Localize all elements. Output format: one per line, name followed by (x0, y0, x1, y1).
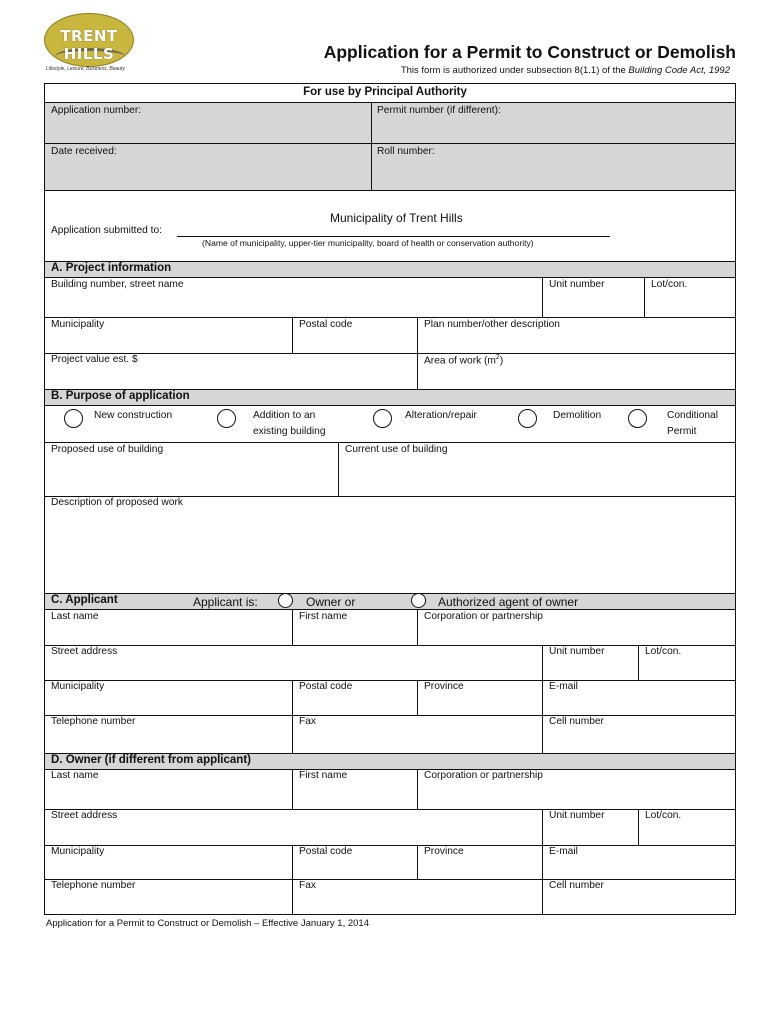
current-use-field[interactable]: Current use of building (345, 444, 448, 455)
section-d-heading: D. Owner (if different from applicant) (51, 754, 251, 766)
applicant-telephone-field[interactable]: Telephone number (51, 716, 136, 727)
agent-radio[interactable] (411, 593, 426, 608)
rule (44, 879, 736, 880)
applicant-email-field[interactable]: E-mail (549, 681, 578, 692)
divider (292, 845, 293, 914)
addition-label-line1: Addition to an (253, 410, 316, 421)
applicant-corporation-field[interactable]: Corporation or partnership (424, 611, 543, 622)
permit-number-field[interactable]: Permit number (if different): (377, 105, 501, 116)
divider (542, 809, 543, 845)
section-c-heading: C. Applicant (51, 594, 118, 606)
divider (371, 102, 372, 190)
divider (638, 645, 639, 680)
rule (44, 809, 736, 810)
rule (44, 143, 736, 144)
applicant-fax-field[interactable]: Fax (299, 716, 316, 727)
area-close: ) (499, 355, 504, 367)
rule (44, 83, 736, 84)
conditional-label-line2: Permit (667, 426, 697, 437)
owner-street-field[interactable]: Street address (51, 810, 118, 821)
demolition-radio[interactable] (518, 409, 537, 428)
divider (644, 277, 645, 317)
application-number-field[interactable]: Application number: (51, 105, 142, 116)
conditional-label-line1: Conditional (667, 410, 718, 421)
roll-number-field[interactable]: Roll number: (377, 146, 435, 157)
divider (638, 809, 639, 845)
divider (417, 317, 418, 389)
area-of-work-label: Area of work (m (424, 355, 496, 367)
applicant-postal-field[interactable]: Postal code (299, 681, 353, 692)
rule (44, 593, 736, 594)
owner-telephone-field[interactable]: Telephone number (51, 880, 136, 891)
postal-code-field[interactable]: Postal code (299, 319, 353, 330)
footer-text: Application for a Permit to Construct or Demolish – Effective January 1, 2014 (46, 918, 369, 929)
owner-postal-field[interactable]: Postal code (299, 846, 353, 857)
divider (417, 680, 418, 715)
rule (44, 277, 736, 278)
subtitle-prefix: This form is authorized under subsection 8(1.1) of the (400, 65, 626, 76)
new-construction-label: New construction (94, 410, 173, 421)
applicant-cell-field[interactable]: Cell number (549, 716, 604, 727)
border-right (735, 83, 736, 915)
addition-label-line2: existing building (253, 426, 326, 437)
logo-text: TRENT HILLS (60, 27, 118, 63)
submitted-to-label: Application submitted to: (51, 225, 162, 236)
authority-heading: For use by Principal Authority (303, 86, 467, 98)
owner-or-label: Owner or (306, 595, 356, 609)
applicant-street-field[interactable]: Street address (51, 646, 118, 657)
rule (44, 102, 736, 103)
divider (338, 442, 339, 496)
rule (44, 680, 736, 681)
submitted-to-underline (177, 236, 610, 237)
unit-number-field[interactable]: Unit number (549, 279, 605, 290)
logo-emblem (44, 13, 134, 67)
demolition-label: Demolition (553, 410, 602, 421)
divider (292, 609, 293, 645)
divider (292, 769, 293, 809)
divider (417, 845, 418, 879)
page-subtitle (401, 65, 730, 76)
owner-province-field[interactable]: Province (424, 846, 464, 857)
divider (542, 277, 543, 317)
divider (417, 609, 418, 645)
owner-lot-con-field[interactable]: Lot/con. (645, 810, 682, 821)
rule (44, 405, 736, 406)
rule (44, 845, 736, 846)
alteration-radio[interactable] (373, 409, 392, 428)
plan-number-field[interactable]: Plan number/other description (424, 319, 560, 330)
divider (292, 680, 293, 753)
subtitle-act: Building Code Act, 1992 (628, 65, 730, 76)
page-title: Application for a Permit to Construct or Demolish (323, 42, 736, 62)
owner-municipality-field[interactable]: Municipality (51, 846, 105, 857)
rule (44, 190, 736, 191)
divider (292, 317, 293, 353)
alteration-label: Alteration/repair (405, 410, 477, 421)
logo-tagline: Lifestyle, Leisure, Business, Beauty (46, 66, 125, 72)
building-street-field[interactable]: Building number, street name (51, 279, 184, 290)
divider (542, 845, 543, 914)
section-a-heading: A. Project information (51, 262, 172, 274)
divider (542, 645, 543, 680)
rule (44, 442, 736, 443)
description-field[interactable]: Description of proposed work (51, 497, 183, 508)
applicant-lot-con-field[interactable]: Lot/con. (645, 646, 682, 657)
date-received-field[interactable]: Date received: (51, 146, 117, 157)
divider (542, 680, 543, 753)
owner-fax-field[interactable]: Fax (299, 880, 316, 891)
applicant-is-label: Applicant is: (193, 595, 258, 609)
area-of-work-field[interactable] (424, 354, 503, 366)
addition-radio[interactable] (217, 409, 236, 428)
rule (44, 353, 736, 354)
proposed-use-field[interactable]: Proposed use of building (51, 444, 164, 455)
lot-con-field[interactable]: Lot/con. (651, 279, 688, 290)
owner-radio[interactable] (278, 593, 293, 608)
rule (44, 609, 736, 610)
owner-last-name-field[interactable]: Last name (51, 770, 99, 781)
project-value-field[interactable]: Project value est. $ (51, 354, 138, 365)
owner-cell-field[interactable]: Cell number (549, 880, 604, 891)
conditional-permit-radio[interactable] (628, 409, 647, 428)
rule (44, 769, 736, 770)
agent-label: Authorized agent of owner (438, 595, 579, 609)
section-c-shade (44, 593, 735, 609)
divider (417, 769, 418, 809)
applicant-unit-field[interactable]: Unit number (549, 646, 605, 657)
applicant-first-name-field[interactable]: First name (299, 611, 348, 622)
rule (44, 317, 736, 318)
applicant-municipality-field[interactable]: Municipality (51, 681, 105, 692)
owner-unit-field[interactable]: Unit number (549, 810, 605, 821)
owner-corporation-field[interactable]: Corporation or partnership (424, 770, 543, 781)
municipality-field[interactable]: Municipality (51, 319, 105, 330)
submitted-to-note: (Name of municipality, upper-tier municipality, board of health or conservation authority) (202, 238, 534, 248)
applicant-last-name-field[interactable]: Last name (51, 611, 99, 622)
section-b-heading: B. Purpose of application (51, 390, 190, 402)
owner-email-field[interactable]: E-mail (549, 846, 578, 857)
border-left (44, 83, 45, 915)
owner-first-name-field[interactable]: First name (299, 770, 348, 781)
submitted-to-value[interactable]: Municipality of Trent Hills (330, 211, 463, 225)
area-superscript: 2 (495, 354, 500, 361)
rule (44, 715, 736, 716)
new-construction-radio[interactable] (64, 409, 83, 428)
rule (44, 914, 736, 915)
applicant-province-field[interactable]: Province (424, 681, 464, 692)
rule (44, 645, 736, 646)
